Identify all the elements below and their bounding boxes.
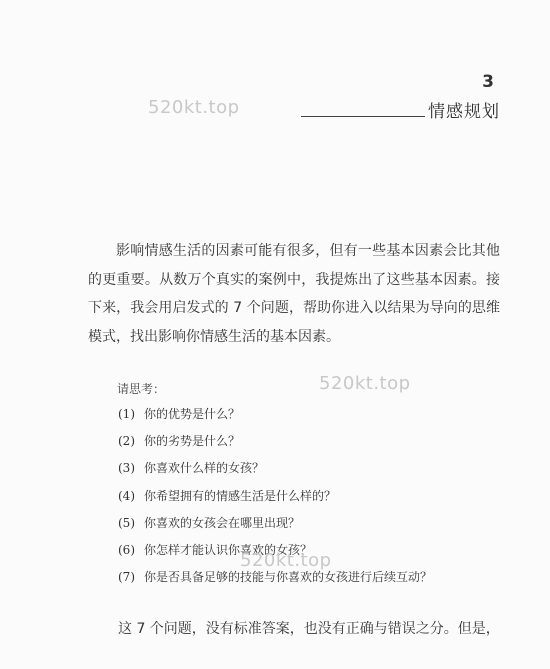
question-text: 你希望拥有的情感生活是什么样的？: [144, 488, 337, 503]
chapter-number: 3: [482, 72, 494, 92]
question-item: [118, 428, 432, 455]
question-text: 你是否具备足够的技能与你喜欢的女孩进行后续互动？: [144, 570, 433, 585]
question-item: [118, 483, 432, 510]
question-number: (7): [118, 570, 135, 585]
think-label: 请思考：: [117, 382, 166, 396]
chapter-title-rule: [301, 116, 425, 117]
question-item: [118, 455, 432, 482]
question-item: [118, 510, 432, 537]
question-text: 你怎样才能认识你喜欢的女孩？: [144, 542, 313, 557]
question-number: (4): [118, 488, 135, 503]
question-text: 你喜欢什么样的女孩？: [144, 461, 265, 476]
question-number: (1): [118, 407, 135, 421]
question-text: 你的优势是什么？: [144, 407, 241, 421]
watermark: 520kt.top: [148, 97, 240, 118]
question-text: 你喜欢的女孩会在哪里出现？: [144, 515, 301, 530]
question-number: (6): [118, 542, 135, 557]
chapter-title: 情感规划: [428, 102, 500, 122]
question-number: (2): [118, 434, 135, 449]
bottom-paragraph: 这 7 个问题，没有标准答案，也没有正确与错误之分。但是，: [118, 621, 500, 637]
question-text: 你的劣势是什么？: [144, 434, 241, 449]
watermark: 520kt.top: [240, 550, 332, 571]
watermark: 520kt.top: [319, 373, 411, 394]
question-number: (5): [118, 515, 135, 530]
intro-paragraph: 影响情感生活的因素可能有很多，但有一些基本因素会比其他的更重要。从数万个真实的案例中，我提炼出了这些基本因素。接下来，我会用启发式的 7 个问题，帮助你进入以结果为导向的思维模式，找出影响你情感生活的基本因素。: [88, 243, 500, 345]
question-item: [118, 401, 432, 428]
question-number: (3): [118, 461, 135, 476]
